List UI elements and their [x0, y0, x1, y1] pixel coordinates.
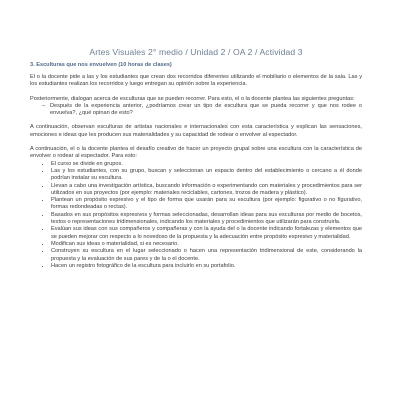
question-item: – Después de la experiencia anterior, ¿podríamos crear un tipo de escultura que se pueda recorrer y que nos rodee o envuelva?, ¿qué opinan de esto? [42, 103, 362, 118]
dialogue-paragraph: Posteriormente, dialogan acerca de esculturas que se pueden recorrer. Para esto, el o la docente plantea las siguientes preguntas: [30, 95, 355, 102]
list-item: • Basados en sus propósitos expresivos y formas seleccionadas, desarrollan ideas para sus esculturas por medio de bocetos, textos o representaciones tridimensionales, indicando los materiales y procedimientos que utilizarán para construirla. [51, 212, 362, 227]
project-paragraph: A continuación, el o la docente plantea el desafío creativo de hacer un proyecto grupal sobre una escultura con la característica de envolver o rodear al espectador. Para esto: [30, 146, 362, 160]
list-item: • Construyen su escultura en el lugar seleccionado o hacen una representación tridimensional de este, considerando la propuesta y la evaluación de sus pares y de la o el docente. [51, 248, 362, 263]
page-header: Artes Visuales 2° medio / Unidad 2 / OA 2 / Actividad 3 [89, 47, 303, 57]
section-number: 3. [30, 62, 35, 68]
list-item: • Hacen un registro fotográfico de la escultura para incluirlo en su portafolio. [51, 263, 362, 270]
list-item: • Llevan a cabo una investigación artística, buscando información o experimentando con materiales y procedimientos para ser utilizados en sus proyectos (por ejemplo: materiales reciclables, cartones, trozos de madera y plástico). [51, 183, 362, 198]
section-duration: (10 horas de clases) [118, 62, 172, 68]
list-item: • Evalúan sus ideas con sus compañeros y compañeras y con la ayuda del o la docente indicando fortalezas y elementos que se pueden mejorar con respecto a lo novedoso de la propuesta y la adecuación entre propósito expresivo y materialidad. [51, 226, 362, 241]
list-item: • Plantean un propósito expresivo y el tipo de forma que usarán para su escultura (por ejemplo: figurativo o no figurativo, formas redondeadas o rectas). [51, 197, 362, 212]
list-item: • El curso se divide en grupos. [51, 161, 362, 168]
steps-list [30, 161, 362, 270]
observation-paragraph: A continuación, observan esculturas de artistas nacionales e internacionales con esta característica y explican las sensaciones, emociones e ideas que les producen sus materialidades y su capacidad de rodear o envolver al espectador. [30, 124, 362, 138]
intro-paragraph: El o la docente pide a las y los estudiantes que crean dos recorridos diferentes utilizando el mobiliario o elementos de la sala. Las y los estudiantes realizan los recorridos y luego entregan su opinión sobre la experiencia. [30, 74, 362, 88]
list-item: • Las y los estudiantes, con su grupo, buscan y seleccionan un espacio dentro del establecimiento o cercano a él donde podrían instalar su escultura. [51, 168, 362, 183]
section-title [30, 62, 362, 68]
list-item: • Modifican sus ideas o materialidad, si es necesario. [51, 241, 362, 248]
question-list [30, 103, 362, 118]
section-name: Esculturas que nos envuelven [36, 62, 117, 68]
